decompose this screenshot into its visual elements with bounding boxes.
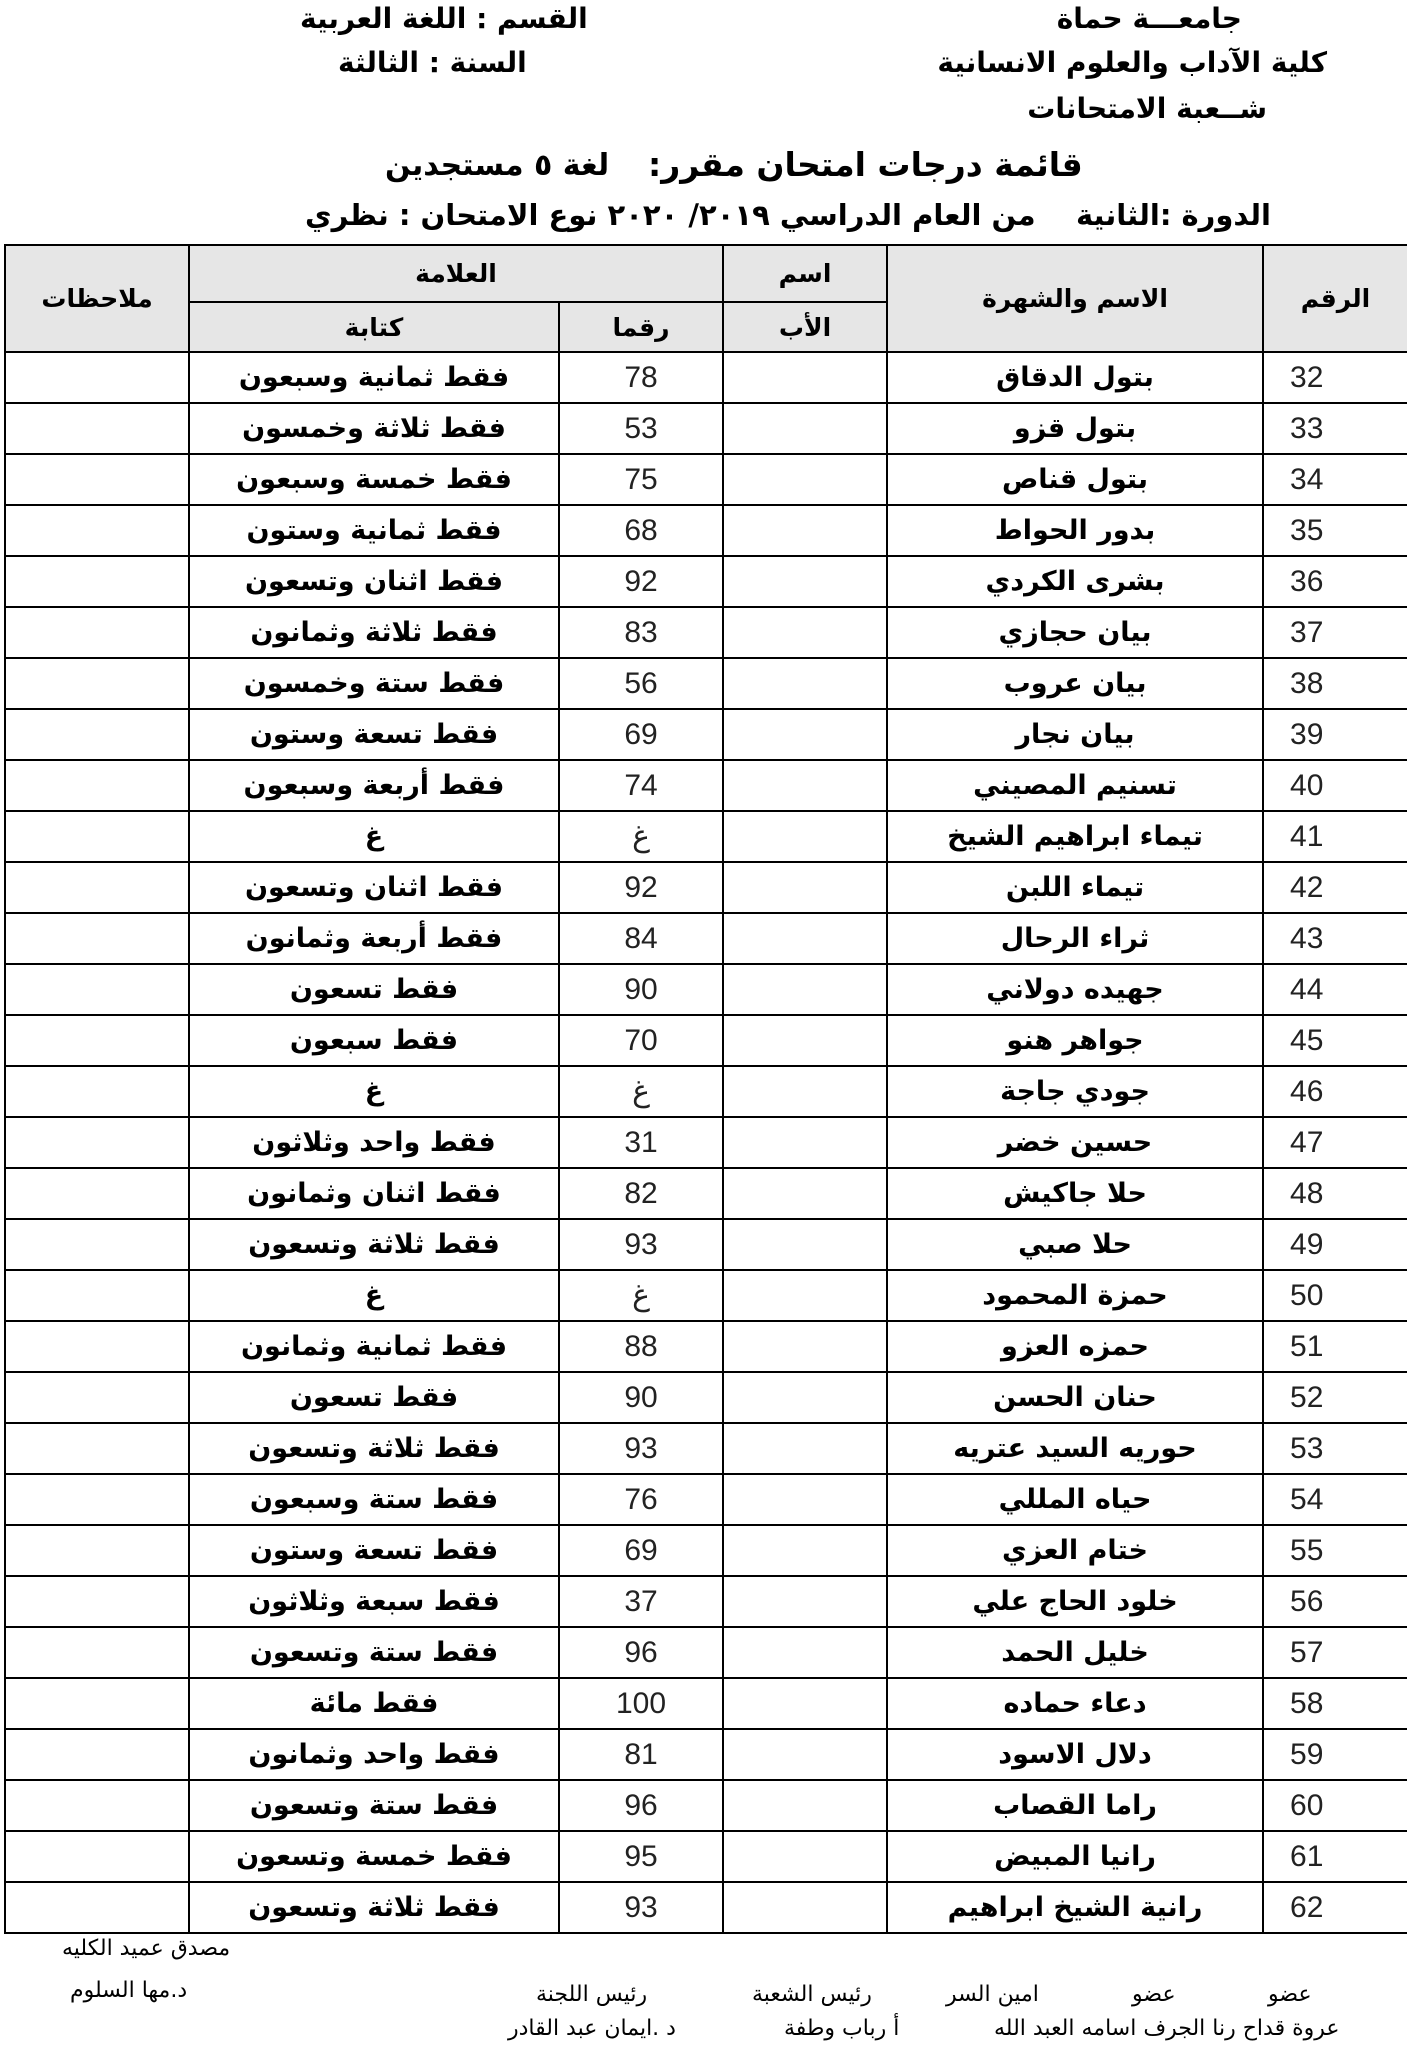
row-number: 40 — [1263, 760, 1407, 811]
row-number: 60 — [1263, 1780, 1407, 1831]
student-name: دعاء حماده — [887, 1678, 1263, 1729]
father-name — [723, 1474, 887, 1525]
notes-cell — [5, 352, 189, 403]
father-name — [723, 913, 887, 964]
mark-words: فقط ثلاثة وثمانون — [189, 607, 559, 658]
student-name: بيان حجازي — [887, 607, 1263, 658]
university-name: جامعـــة حماة — [1056, 2, 1242, 35]
mark-digits: 93 — [559, 1882, 723, 1933]
father-name — [723, 862, 887, 913]
header-name: الاسم والشهرة — [887, 245, 1263, 352]
mark-digits: 81 — [559, 1729, 723, 1780]
row-number: 61 — [1263, 1831, 1407, 1882]
mark-digits: 68 — [559, 505, 723, 556]
member1-title: عضو — [1268, 1982, 1312, 2007]
mark-words: فقط خمسة وسبعون — [189, 454, 559, 505]
row-number: 37 — [1263, 607, 1407, 658]
student-name: حياه المللي — [887, 1474, 1263, 1525]
father-name — [723, 1015, 887, 1066]
notes-cell — [5, 913, 189, 964]
notes-cell — [5, 1423, 189, 1474]
father-name — [723, 658, 887, 709]
office-head-title: رئيس الشعبة — [752, 1982, 872, 2007]
student-name: بيان عروب — [887, 658, 1263, 709]
mark-digits: غ — [559, 811, 723, 862]
notes-cell — [5, 1525, 189, 1576]
student-name: رانيا المبيض — [887, 1831, 1263, 1882]
mark-digits: 96 — [559, 1780, 723, 1831]
student-name: بيان نجار — [887, 709, 1263, 760]
table-row — [5, 1372, 1407, 1423]
notes-cell — [5, 1882, 189, 1933]
table-row — [5, 1015, 1407, 1066]
mark-digits: غ — [559, 1066, 723, 1117]
mark-words: غ — [189, 811, 559, 862]
father-name — [723, 505, 887, 556]
mark-digits: 92 — [559, 556, 723, 607]
father-name — [723, 454, 887, 505]
table-row — [5, 1066, 1407, 1117]
table-row — [5, 1678, 1407, 1729]
course-name: لغة ٥ مستجدين — [385, 148, 610, 183]
father-name — [723, 1627, 887, 1678]
mark-digits: 90 — [559, 964, 723, 1015]
notes-cell — [5, 607, 189, 658]
student-name: خليل الحمد — [887, 1627, 1263, 1678]
notes-cell — [5, 1780, 189, 1831]
row-number: 56 — [1263, 1576, 1407, 1627]
mark-words: فقط واحد وثمانون — [189, 1729, 559, 1780]
mark-words: فقط ستة وتسعون — [189, 1780, 559, 1831]
table-row — [5, 1576, 1407, 1627]
row-number: 39 — [1263, 709, 1407, 760]
table-row — [5, 1321, 1407, 1372]
table-row — [5, 913, 1407, 964]
notes-cell — [5, 760, 189, 811]
mark-digits: 78 — [559, 352, 723, 403]
secretary-title: امين السر — [946, 1982, 1039, 2007]
father-name — [723, 760, 887, 811]
table-row — [5, 1831, 1407, 1882]
mark-digits: 70 — [559, 1015, 723, 1066]
office-head-name: أ رباب وطفة — [784, 2016, 900, 2041]
header-words: كتابة — [189, 302, 559, 352]
father-name — [723, 1219, 887, 1270]
committee-member-names: عروة قداح رنا الجرف اسامه العبد الله — [994, 2016, 1340, 2041]
student-name: ثراء الرحال — [887, 913, 1263, 964]
father-name — [723, 1729, 887, 1780]
member2-title: عضو — [1132, 1982, 1176, 2007]
notes-cell — [5, 1066, 189, 1117]
dean-title: مصدق عميد الكليه — [62, 1936, 231, 1961]
father-name — [723, 1882, 887, 1933]
student-name: حنان الحسن — [887, 1372, 1263, 1423]
mark-digits: 90 — [559, 1372, 723, 1423]
student-name: خلود الحاج علي — [887, 1576, 1263, 1627]
notes-cell — [5, 964, 189, 1015]
header-number: الرقم — [1263, 245, 1407, 352]
student-name: حمزة المحمود — [887, 1270, 1263, 1321]
row-number: 32 — [1263, 352, 1407, 403]
row-number: 52 — [1263, 1372, 1407, 1423]
notes-cell — [5, 556, 189, 607]
student-name: تيماء ابراهيم الشيخ — [887, 811, 1263, 862]
row-number: 41 — [1263, 811, 1407, 862]
exam-office: شــعبة الامتحانات — [1027, 92, 1267, 125]
table-row — [5, 658, 1407, 709]
notes-cell — [5, 1219, 189, 1270]
row-number: 59 — [1263, 1729, 1407, 1780]
mark-digits: 100 — [559, 1678, 723, 1729]
notes-cell — [5, 1321, 189, 1372]
row-number: 51 — [1263, 1321, 1407, 1372]
table-row — [5, 1219, 1407, 1270]
notes-cell — [5, 454, 189, 505]
mark-words: فقط تسعون — [189, 964, 559, 1015]
student-name: بتول قزو — [887, 403, 1263, 454]
mark-words: فقط أربعة وسبعون — [189, 760, 559, 811]
father-name — [723, 1372, 887, 1423]
committee-head-name: د .ايمان عبد القادر — [508, 2016, 676, 2041]
notes-cell — [5, 862, 189, 913]
father-name — [723, 964, 887, 1015]
row-number: 38 — [1263, 658, 1407, 709]
mark-digits: 95 — [559, 1831, 723, 1882]
student-name: حسين خضر — [887, 1117, 1263, 1168]
notes-cell — [5, 811, 189, 862]
student-name: حوريه السيد عتريه — [887, 1423, 1263, 1474]
row-number: 42 — [1263, 862, 1407, 913]
row-number: 48 — [1263, 1168, 1407, 1219]
mark-words: فقط ثلاثة وتسعون — [189, 1219, 559, 1270]
notes-cell — [5, 658, 189, 709]
mark-words: غ — [189, 1270, 559, 1321]
mark-digits: 74 — [559, 760, 723, 811]
father-name — [723, 1270, 887, 1321]
row-number: 47 — [1263, 1117, 1407, 1168]
header-father-top: اسم — [723, 245, 887, 302]
header-mark: العلامة — [189, 245, 723, 302]
table-row — [5, 1525, 1407, 1576]
table-row — [5, 1729, 1407, 1780]
mark-digits: 69 — [559, 709, 723, 760]
mark-digits: 56 — [559, 658, 723, 709]
department-label: القسم : اللغة العربية — [300, 2, 588, 35]
student-name: حلا جاكيش — [887, 1168, 1263, 1219]
table-row — [5, 811, 1407, 862]
student-name: حمزه العزو — [887, 1321, 1263, 1372]
dean-name: د.مها السلوم — [70, 1978, 188, 2003]
mark-digits: 88 — [559, 1321, 723, 1372]
table-row — [5, 709, 1407, 760]
father-name — [723, 1066, 887, 1117]
row-number: 35 — [1263, 505, 1407, 556]
grades-table — [4, 244, 1407, 1934]
father-name — [723, 1525, 887, 1576]
mark-words: فقط ستة وسبعون — [189, 1474, 559, 1525]
table-header-row — [5, 245, 1407, 302]
student-name: جهيده دولاني — [887, 964, 1263, 1015]
table-row — [5, 1117, 1407, 1168]
sheet-title: قائمة درجات امتحان مقرر: — [648, 145, 1083, 184]
mark-digits: 92 — [559, 862, 723, 913]
row-number: 43 — [1263, 913, 1407, 964]
father-name — [723, 1423, 887, 1474]
row-number: 50 — [1263, 1270, 1407, 1321]
session-line: الدورة :الثانية من العام الدراسي ٢٠١٩/ ٢٠٢٠ نوع الامتحان : نظري — [305, 198, 1271, 232]
header-digits: رقما — [559, 302, 723, 352]
father-name — [723, 1576, 887, 1627]
notes-cell — [5, 1576, 189, 1627]
mark-words: فقط واحد وثلاثون — [189, 1117, 559, 1168]
student-name: رانية الشيخ ابراهيم — [887, 1882, 1263, 1933]
mark-digits: غ — [559, 1270, 723, 1321]
mark-digits: 31 — [559, 1117, 723, 1168]
row-number: 55 — [1263, 1525, 1407, 1576]
row-number: 45 — [1263, 1015, 1407, 1066]
mark-words: فقط ثلاثة وتسعون — [189, 1423, 559, 1474]
mark-words: فقط سبعة وثلاثون — [189, 1576, 559, 1627]
table-row — [5, 1168, 1407, 1219]
mark-digits: 96 — [559, 1627, 723, 1678]
notes-cell — [5, 1117, 189, 1168]
notes-cell — [5, 403, 189, 454]
mark-words: فقط ثمانية وسبعون — [189, 352, 559, 403]
father-name — [723, 556, 887, 607]
mark-digits: 84 — [559, 913, 723, 964]
mark-digits: 53 — [559, 403, 723, 454]
committee-head-title: رئيس اللجنة — [536, 1982, 648, 2007]
student-name: جودي جاجة — [887, 1066, 1263, 1117]
mark-digits: 75 — [559, 454, 723, 505]
father-name — [723, 811, 887, 862]
header-notes: ملاحظات — [5, 245, 189, 352]
father-name — [723, 607, 887, 658]
student-name: حلا صبي — [887, 1219, 1263, 1270]
mark-digits: 93 — [559, 1219, 723, 1270]
table-row — [5, 352, 1407, 403]
faculty-name: كلية الآداب والعلوم الانسانية — [937, 46, 1327, 79]
table-row — [5, 1627, 1407, 1678]
father-name — [723, 1117, 887, 1168]
notes-cell — [5, 1729, 189, 1780]
row-number: 53 — [1263, 1423, 1407, 1474]
notes-cell — [5, 1270, 189, 1321]
table-row — [5, 403, 1407, 454]
mark-digits: 69 — [559, 1525, 723, 1576]
student-name: راما القصاب — [887, 1780, 1263, 1831]
mark-words: فقط تسعون — [189, 1372, 559, 1423]
mark-words: فقط اثنان وثمانون — [189, 1168, 559, 1219]
mark-words: فقط أربعة وثمانون — [189, 913, 559, 964]
student-name: بتول الدقاق — [887, 352, 1263, 403]
mark-digits: 93 — [559, 1423, 723, 1474]
mark-words: فقط مائة — [189, 1678, 559, 1729]
notes-cell — [5, 1168, 189, 1219]
mark-words: فقط ثمانية وثمانون — [189, 1321, 559, 1372]
mark-digits: 76 — [559, 1474, 723, 1525]
student-name: بتول قناص — [887, 454, 1263, 505]
notes-cell — [5, 1627, 189, 1678]
notes-cell — [5, 1015, 189, 1066]
notes-cell — [5, 1372, 189, 1423]
father-name — [723, 1678, 887, 1729]
header-father-bottom: الأب — [723, 302, 887, 352]
mark-words: فقط تسعة وستون — [189, 1525, 559, 1576]
row-number: 34 — [1263, 454, 1407, 505]
mark-words: فقط ثلاثة وخمسون — [189, 403, 559, 454]
mark-words: فقط اثنان وتسعون — [189, 556, 559, 607]
mark-words: فقط خمسة وتسعون — [189, 1831, 559, 1882]
notes-cell — [5, 1474, 189, 1525]
row-number: 54 — [1263, 1474, 1407, 1525]
table-row — [5, 760, 1407, 811]
father-name — [723, 709, 887, 760]
student-name: تسنيم المصيني — [887, 760, 1263, 811]
table-row — [5, 964, 1407, 1015]
row-number: 46 — [1263, 1066, 1407, 1117]
table-row — [5, 607, 1407, 658]
table-row — [5, 1270, 1407, 1321]
mark-digits: 37 — [559, 1576, 723, 1627]
mark-words: فقط تسعة وستون — [189, 709, 559, 760]
student-name: ختام العزي — [887, 1525, 1263, 1576]
row-number: 57 — [1263, 1627, 1407, 1678]
student-name: دلال الاسود — [887, 1729, 1263, 1780]
notes-cell — [5, 1831, 189, 1882]
table-row — [5, 1474, 1407, 1525]
row-number: 44 — [1263, 964, 1407, 1015]
mark-words: فقط ثلاثة وتسعون — [189, 1882, 559, 1933]
father-name — [723, 1780, 887, 1831]
student-name: جواهر هنو — [887, 1015, 1263, 1066]
table-body — [5, 352, 1407, 1933]
row-number: 58 — [1263, 1678, 1407, 1729]
student-name: بشرى الكردي — [887, 556, 1263, 607]
mark-words: فقط ستة وخمسون — [189, 658, 559, 709]
father-name — [723, 352, 887, 403]
student-name: بدور الحواط — [887, 505, 1263, 556]
father-name — [723, 1168, 887, 1219]
row-number: 33 — [1263, 403, 1407, 454]
table-row — [5, 1882, 1407, 1933]
table-row — [5, 1423, 1407, 1474]
father-name — [723, 1831, 887, 1882]
mark-words: فقط ثمانية وستون — [189, 505, 559, 556]
table-row — [5, 454, 1407, 505]
student-name: تيماء اللبن — [887, 862, 1263, 913]
mark-words: غ — [189, 1066, 559, 1117]
table-row — [5, 505, 1407, 556]
father-name — [723, 403, 887, 454]
mark-digits: 82 — [559, 1168, 723, 1219]
mark-digits: 83 — [559, 607, 723, 658]
table-row — [5, 556, 1407, 607]
notes-cell — [5, 1678, 189, 1729]
row-number: 36 — [1263, 556, 1407, 607]
row-number: 49 — [1263, 1219, 1407, 1270]
mark-words: فقط اثنان وتسعون — [189, 862, 559, 913]
year-label: السنة : الثالثة — [338, 46, 527, 79]
notes-cell — [5, 709, 189, 760]
mark-words: فقط سبعون — [189, 1015, 559, 1066]
row-number: 62 — [1263, 1882, 1407, 1933]
table-row — [5, 862, 1407, 913]
mark-words: فقط ستة وتسعون — [189, 1627, 559, 1678]
table-row — [5, 1780, 1407, 1831]
notes-cell — [5, 505, 189, 556]
father-name — [723, 1321, 887, 1372]
